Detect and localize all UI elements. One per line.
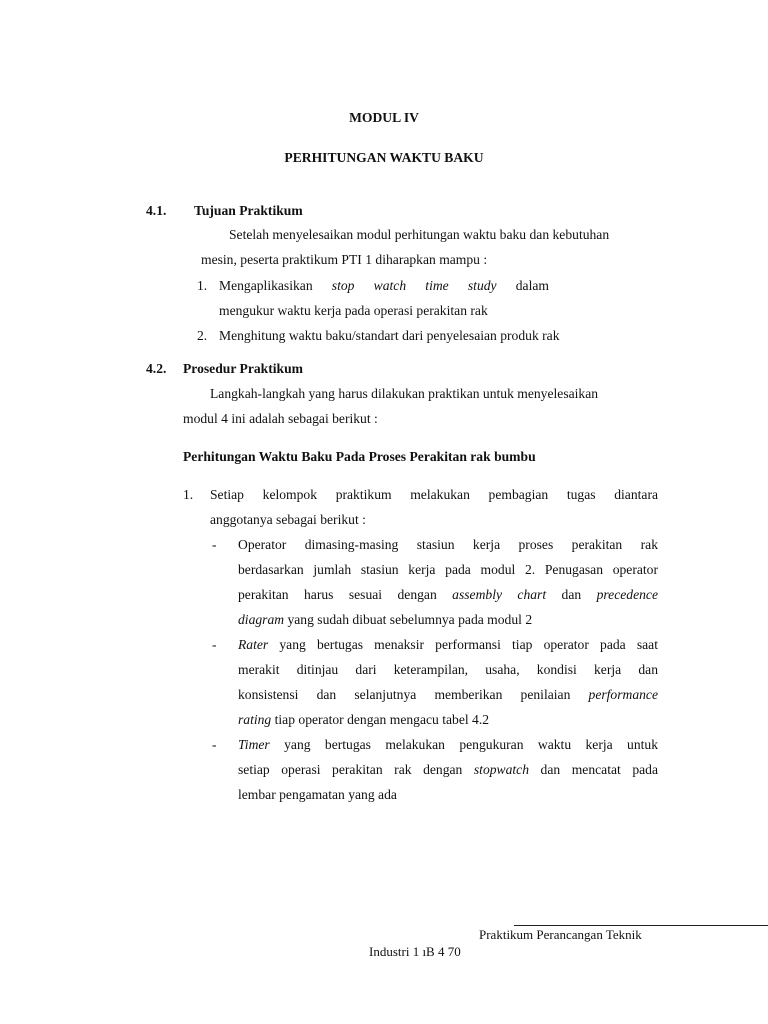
bullet-operator-text: yang sudah dibuat sebelumnya pada modul 2 <box>284 612 533 627</box>
bullet-timer-text: setiap operasi perakitan rak dengan <box>238 762 474 777</box>
term-diagram: diagram <box>238 612 285 627</box>
step-1-line1: Setiap kelompok praktikum melakukan pembagian tugas diantara <box>210 487 658 502</box>
bullet-operator-line3 <box>238 587 658 603</box>
section-heading-tujuan: Tujuan Praktikum <box>194 203 303 218</box>
objective-1-word: Mengaplikasikan <box>219 278 313 293</box>
bullet-rater-line4 <box>238 712 489 728</box>
bullet-timer-text: yang bertugas melakukan pengukuran waktu kerja untuk <box>269 737 658 752</box>
bullet-operator-text: dan <box>546 587 597 602</box>
bullet-operator-line1: Operator dimasing-masing stasiun kerja proses perakitan rak <box>238 537 658 552</box>
objective-1-term-word: time <box>425 278 449 293</box>
section-number-4-1: 4.1. <box>146 203 167 218</box>
bullet-timer-line2 <box>238 762 658 778</box>
bullet-timer-line3: lembar pengamatan yang ada <box>238 787 397 802</box>
bullet-rater-text: yang bertugas menaksir performansi tiap operator pada saat <box>268 637 658 652</box>
module-title: MODUL IV <box>349 110 419 125</box>
section1-intro-line1: Setelah menyelesaikan modul perhitungan waktu baku dan kebutuhan <box>229 227 610 242</box>
objective-2-number: 2. <box>197 328 208 343</box>
footer-line1: Praktikum Perancangan Teknik <box>479 927 642 942</box>
bullet-rater-line1 <box>238 637 658 653</box>
bullet-timer-text: dan mencatat pada <box>529 762 658 777</box>
objective-1-term-word: stop <box>331 278 355 293</box>
section1-intro-line2: mesin, peserta praktikum PTI 1 diharapkan mampu : <box>201 252 488 267</box>
bullet-rater-line2: merakit ditinjau dari keterampilan, usaha, kondisi kerja dan <box>238 662 658 677</box>
objective-1-term-word: study <box>467 278 497 293</box>
objective-1-number: 1. <box>197 278 208 293</box>
procedure-subheading: Perhitungan Waktu Baku Pada Proses Perakitan rak bumbu <box>183 449 536 464</box>
section2-intro-line2: modul 4 ini adalah sebagai berikut : <box>183 411 378 426</box>
objective-1-word: dalam <box>515 278 549 293</box>
term-precedence: precedence <box>596 587 658 602</box>
section-heading-prosedur: Prosedur Praktikum <box>183 361 303 376</box>
bullet-operator-text: perakitan harus sesuai dengan <box>238 587 453 602</box>
bullet-rater-text: tiap operator dengan mengacu tabel 4.2 <box>271 712 490 727</box>
objective-1-line1 <box>219 278 549 294</box>
step-1-number: 1. <box>183 487 194 502</box>
bullet-dash: - <box>212 737 217 752</box>
bullet-dash: - <box>212 637 217 652</box>
term-rating: rating <box>238 712 272 727</box>
term-performance: performance <box>588 687 658 702</box>
step-1-line2: anggotanya sebagai berikut : <box>210 512 366 527</box>
objective-1-term-word: watch <box>373 278 407 293</box>
bullet-timer-line1 <box>238 737 658 753</box>
bullet-operator-line2: berdasarkan jumlah stasiun kerja pada modul 2. Penugasan operator <box>238 562 658 577</box>
term-assembly-chart: assembly chart <box>452 587 547 602</box>
section2-intro-line1: Langkah-langkah yang harus dilakukan praktikan untuk menyelesaikan <box>210 386 599 401</box>
term-rater: Rater <box>238 637 269 652</box>
page-title: PERHITUNGAN WAKTU BAKU <box>284 150 484 165</box>
bullet-operator-line4 <box>238 612 532 628</box>
section-number-4-2: 4.2. <box>146 361 167 376</box>
term-stopwatch: stopwatch <box>473 762 530 777</box>
objective-2-text: Menghitung waktu baku/standart dari penyelesaian produk rak <box>219 328 560 343</box>
footer-line2: Industri 1 ıB 4 70 <box>369 944 461 959</box>
bullet-dash: - <box>212 537 217 552</box>
term-timer: Timer <box>238 737 270 752</box>
bullet-rater-text: konsistensi dan selanjutnya memberikan penilaian <box>238 687 589 702</box>
bullet-rater-line3 <box>238 687 658 703</box>
objective-1-line2: mengukur waktu kerja pada operasi perakitan rak <box>219 303 488 318</box>
footer-divider <box>514 925 768 926</box>
